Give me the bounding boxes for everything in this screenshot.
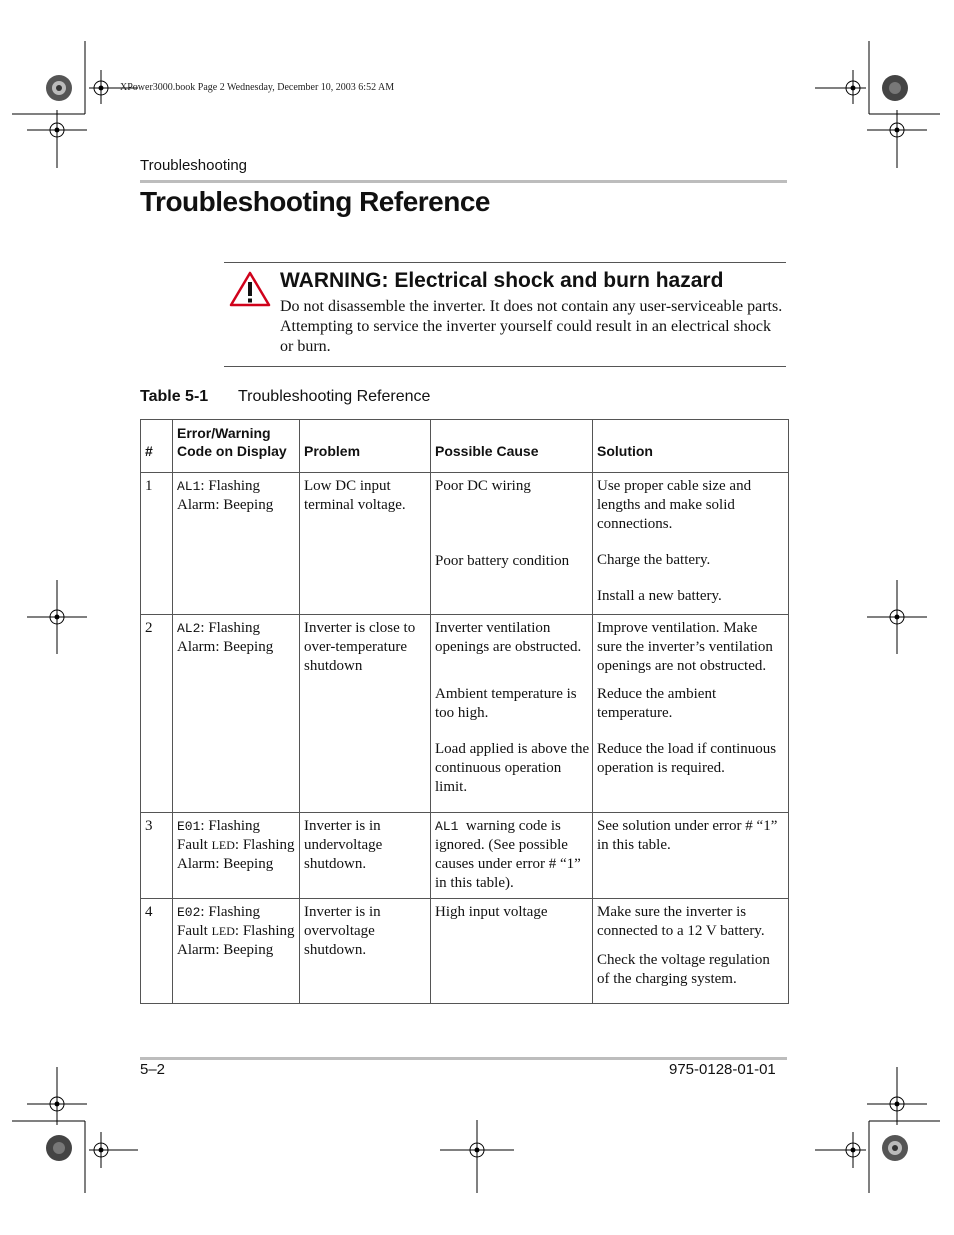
header-cause: Possible Cause (431, 420, 593, 473)
cause-item: High input voltage (435, 904, 548, 920)
solution-item: Improve ventilation. Make sure the inverter’s ventilation openings are not obstructed. (597, 620, 773, 674)
error-code: E02 (177, 905, 201, 920)
document-number: 975-0128-01-01 (669, 1061, 776, 1078)
solution-item: Use proper cable size and lengths and make solid connections. (597, 478, 752, 532)
code-cell (173, 473, 300, 615)
cause-item: Inverter ventilation openings are obstructed. (435, 620, 582, 655)
solution-cell (593, 473, 789, 615)
solution-cell (593, 615, 789, 813)
row-number: 3 (141, 813, 173, 899)
problem-cell: Inverter is in overvoltage shutdown. (300, 899, 431, 1004)
troubleshooting-table (140, 419, 789, 1004)
problem-cell: Inverter is in undervoltage shutdown. (300, 813, 431, 899)
solution-item: Make sure the inverter is connected to a 12 V battery. (597, 904, 765, 939)
code-state: : Flashing (200, 904, 260, 920)
code-state: : Flashing (200, 478, 260, 494)
header-code: Error/Warning Code on Display (173, 420, 300, 473)
table-caption-title: Troubleshooting Reference (238, 388, 431, 405)
row-number: 1 (141, 473, 173, 615)
code-state: : Flashing (200, 818, 260, 834)
solution-cell (593, 813, 789, 899)
solution-item: Reduce the load if continuous operation is required. (597, 741, 777, 776)
solution-item: See solution under error # “1” in this table. (597, 818, 778, 853)
print-slug: XPower3000.book Page 2 Wednesday, December 10, 2003 6:52 AM (120, 82, 395, 93)
table-row (141, 813, 789, 899)
cause-cell (431, 813, 593, 899)
alarm-state: Alarm: Beeping (177, 856, 274, 872)
error-code: E01 (177, 819, 201, 834)
code-cell (173, 615, 300, 813)
footer-rule (140, 1057, 787, 1060)
cause-cell (431, 899, 593, 1004)
table-number: Table 5-1 (140, 388, 209, 405)
header-rule (140, 180, 787, 183)
cause-item: Poor battery condition (435, 553, 570, 569)
warning-code: AL1 (435, 819, 459, 834)
alarm-state: Alarm: Beeping (177, 497, 274, 513)
cause-item: Ambient temperature is too high. (435, 686, 577, 721)
cause-cell (431, 615, 593, 813)
table-header-row (141, 420, 789, 473)
alarm-state: Alarm: Beeping (177, 942, 274, 958)
fault-led-state: Fault LED: Flashing (177, 923, 295, 939)
page-title: Troubleshooting Reference (140, 186, 490, 217)
solution-item: Check the voltage regulation of the charging system. (597, 952, 770, 987)
header-number: # (141, 420, 173, 473)
error-code: AL2 (177, 621, 201, 636)
warning-box (224, 262, 786, 367)
cause-cell (431, 473, 593, 615)
alarm-state: Alarm: Beeping (177, 639, 274, 655)
warning-title: WARNING: Electrical shock and burn hazard (280, 269, 724, 292)
problem-cell: Low DC input terminal voltage. (300, 473, 431, 615)
row-number: 4 (141, 899, 173, 1004)
table-row (141, 473, 789, 615)
solution-item: Reduce the ambient temperature. (597, 686, 717, 721)
cause-item: Poor DC wiring (435, 478, 531, 494)
fault-led-state: Fault LED: Flashing (177, 837, 295, 853)
table-caption (140, 388, 430, 406)
solution-item: Install a new battery. (597, 588, 722, 604)
header-solution: Solution (593, 420, 789, 473)
problem-cell: Inverter is close to over-temperature shutdown (300, 615, 431, 813)
table-row (141, 615, 789, 813)
code-cell (173, 813, 300, 899)
header-problem: Problem (300, 420, 431, 473)
warning-body: Do not disassemble the inverter. It does not contain any user-serviceable parts. Attempting to service the inverter yourself could result in an electrical shock or burn. (280, 298, 783, 355)
cause-item: Load applied is above the continuous operation limit. (435, 741, 590, 795)
cause-text: warning code is ignored. (See possible causes under error # “1” in this table). (435, 818, 585, 891)
running-head: Troubleshooting (140, 157, 248, 174)
solution-item: Charge the battery. (597, 552, 711, 568)
page-number: 5–2 (140, 1061, 166, 1078)
table-row (141, 899, 789, 1004)
error-code: AL1 (177, 479, 201, 494)
code-cell (173, 899, 300, 1004)
warning-triangle-icon (229, 271, 271, 307)
code-state: : Flashing (200, 620, 260, 636)
solution-cell (593, 899, 789, 1004)
row-number: 2 (141, 615, 173, 813)
